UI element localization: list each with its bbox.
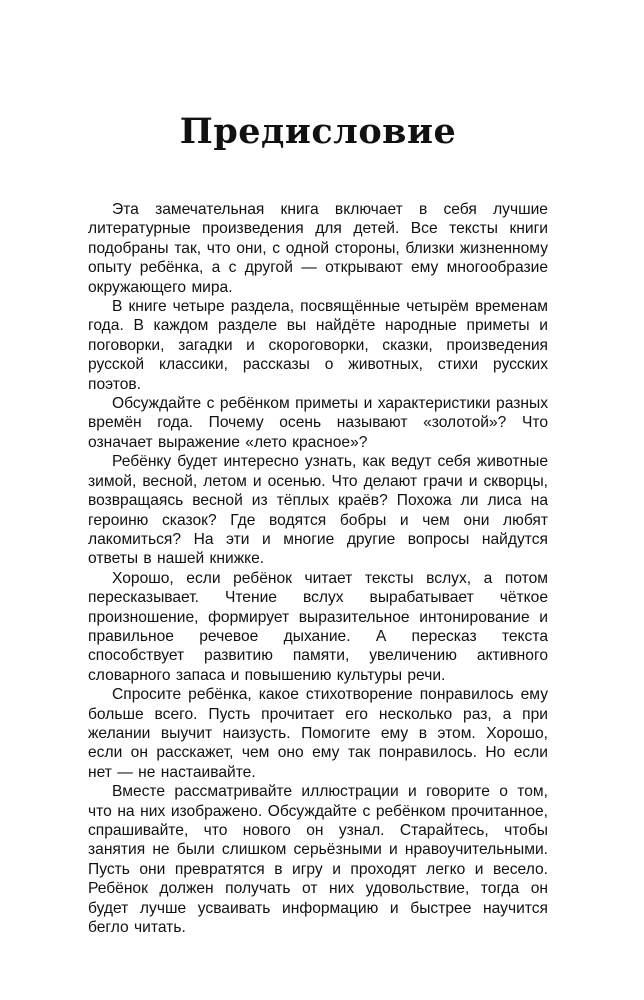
paragraph: Обсуждайте с ребёнком приметы и характеристики разных времён года. Почему осень называют «золотой»? Что означает выражение «лето красное»?	[88, 395, 548, 451]
page-title: Предисловие	[179, 111, 457, 152]
paragraph: Эта замечательная книга включает в себя лучшие литературные произведения для детей. Все тексты книги подобраны так, что они, с одной стороны, близки жизненному опыту ребёнка, а с другой — открывают ему многообразие окружающего мира.	[88, 201, 548, 296]
paragraph: Вместе рассматривайте иллюстрации и говорите о том, что на них изображено. Обсуждайте с ребёнком прочитанное, спрашивайте, что нового он узнал. Старайтесь, чтобы занятия не были слишком серьёзными и нравоучительными. Пусть они превратятся в игру и проходят легко и весело. Ребёнок должен получать от них удовольствие, тогда он будет лучше усваивать информацию и быстрее научится бегло читать.	[88, 783, 548, 937]
paragraph: Спросите ребёнка, какое стихотворение понравилось ему больше всего. Пусть прочитает его несколько раз, а при желании выучит наизусть. Помогите ему в этом. Хорошо, если он расскажет, чем оно ему так понравилось. Но если нет — не настаивайте.	[88, 686, 548, 781]
paragraph: В книге четыре раздела, посвящённые четырём временам года. В каждом разделе вы найдёте народные приметы и поговорки, загадки и скороговорки, сказки, произведения русской классики, рассказы о животных, стихи русских поэтов.	[88, 298, 548, 393]
paragraph: Хорошо, если ребёнок читает тексты вслух, а потом пересказывает. Чтение вслух вырабатывает чёткое произношение, формирует выразительное интонирование и правильное речевое дыхание. А пересказ текста способствует развитию памяти, увеличению активного словарного запаса и повышению культуры речи.	[88, 569, 548, 684]
paragraph: Ребёнку будет интересно узнать, как ведут себя животные зимой, весной, летом и осенью. Что делают грачи и скворцы, возвращаясь весной из тёплых краёв? Похожа ли лиса на героиню сказок? Где водятся бобры и чем они любят лакомиться? На эти и многие другие вопросы найдутся ответы в нашей книжке.	[88, 453, 548, 568]
